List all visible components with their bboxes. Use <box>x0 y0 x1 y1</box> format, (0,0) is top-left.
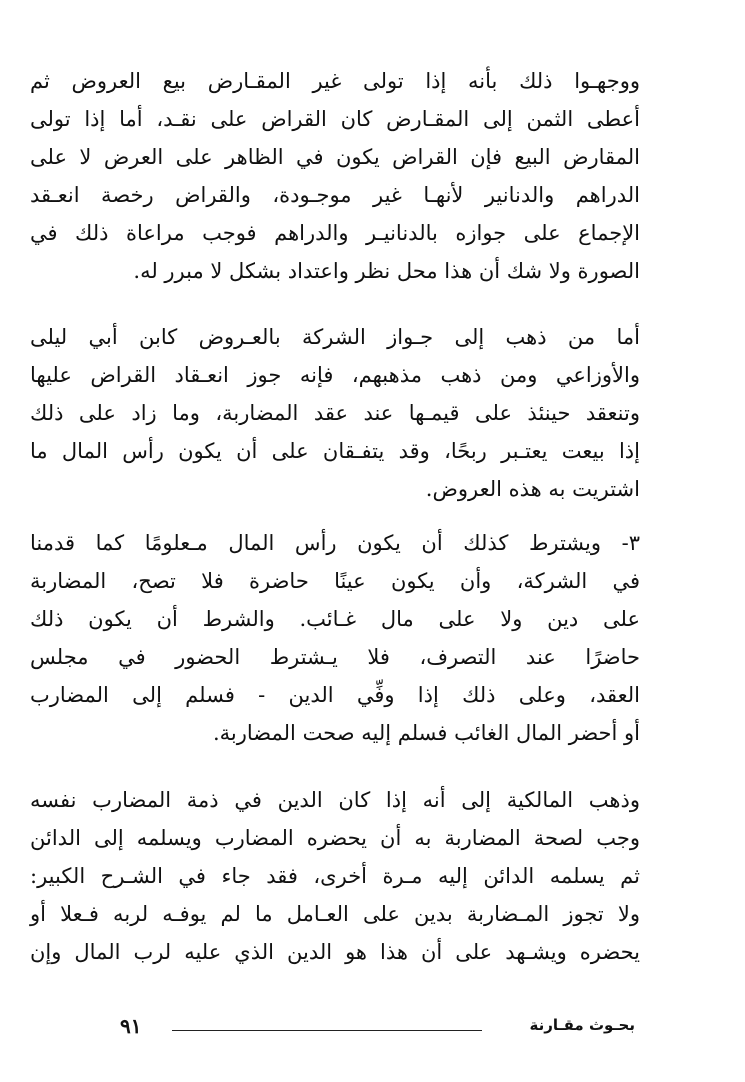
paragraph-2 <box>30 318 640 508</box>
text-line: أو أحضر المال الغائب فسلم إليه صحت المضاربة. <box>212 721 640 745</box>
text-line: الدراهم والدنانير لأنهـا غير موجـودة، والقراض رخصة انعـقد <box>30 183 640 207</box>
text-line: ثم يسلمه الدائن إليه مـرة أخرى، فقد جاء في الشـرح الكبير: <box>30 864 640 888</box>
paragraph-3-numbered-item <box>30 524 640 752</box>
paragraph-4 <box>30 781 640 971</box>
text-line: وذهب المالكية إلى أنه إذا كان الدين في ذمة المضارب نفسه <box>30 788 640 812</box>
running-title: بحـوث مقـارنة <box>529 1016 635 1034</box>
text-line: وجب لصحة المضاربة به أن يحضره المضارب ويسلمه إلى الدائن <box>30 826 640 850</box>
text-line: يحضره ويشـهد على أن هذا هو الدين الذي عليه لرب المال وإن <box>30 940 640 964</box>
text-line: العقد، وعلى ذلك إذا وفِّي الدين - فسلم إلى المضارب <box>30 683 640 707</box>
text-line: على دين ولا على مال غـائب. والشرط أن يكون ذلك <box>30 607 640 631</box>
text-line: اشتريت به هذه العروض. <box>425 477 640 501</box>
text-line: ووجهـوا ذلك بأنه إذا تولى غير المقـارض بيع العروض ثم <box>30 69 640 93</box>
page-number: ٩١ <box>120 1014 142 1038</box>
text-line: المقارض البيع فإن القراض يكون في الظاهر على العرض لا على <box>30 145 640 169</box>
text-line: حاضرًا عند التصرف، فلا يـشترط الحضور في مجلس <box>30 645 640 669</box>
footer-divider <box>172 1030 482 1031</box>
text-line: الإجماع على جوازه بالدنانيـر والدراهم فوجب مراعاة ذلك في <box>30 221 640 245</box>
page-footer <box>120 1008 635 1048</box>
paragraph-1 <box>30 62 640 290</box>
text-line: الصورة ولا شك أن هذا محل نظر واعتداد بشكل لا مبرر له. <box>133 259 640 283</box>
text-line: ٣- ويشترط كذلك أن يكون رأس المال مـعلومًا كما قدمنا <box>30 531 640 555</box>
text-line: أعطى الثمن إلى المقـارض كان القراض على نقـد، أما إذا تولى <box>30 107 640 131</box>
text-line: إذا بيعت يعتـبر ربحًا، وقد يتفـقان على أن يكون رأس المال ما <box>30 439 640 463</box>
text-line: ولا تجوز المـضاربة بدين على العـامل ما لم يوفـه لربه فـعلا أو <box>30 902 640 926</box>
text-line: في الشركة، وأن يكون عينًا حاضرة فلا تصح، المضاربة <box>30 569 640 593</box>
text-line: وتنعقد حينئذ على قيمـها عند عقد المضاربة، وما زاد على ذلك <box>30 401 640 425</box>
text-line: أما من ذهب إلى جـواز الشركة بالعـروض كابن أبي ليلى <box>30 325 640 349</box>
text-line: والأوزاعي ومن ذهب مذهبهم، فإنه جوز انعـقاد القراض عليها <box>30 363 640 387</box>
